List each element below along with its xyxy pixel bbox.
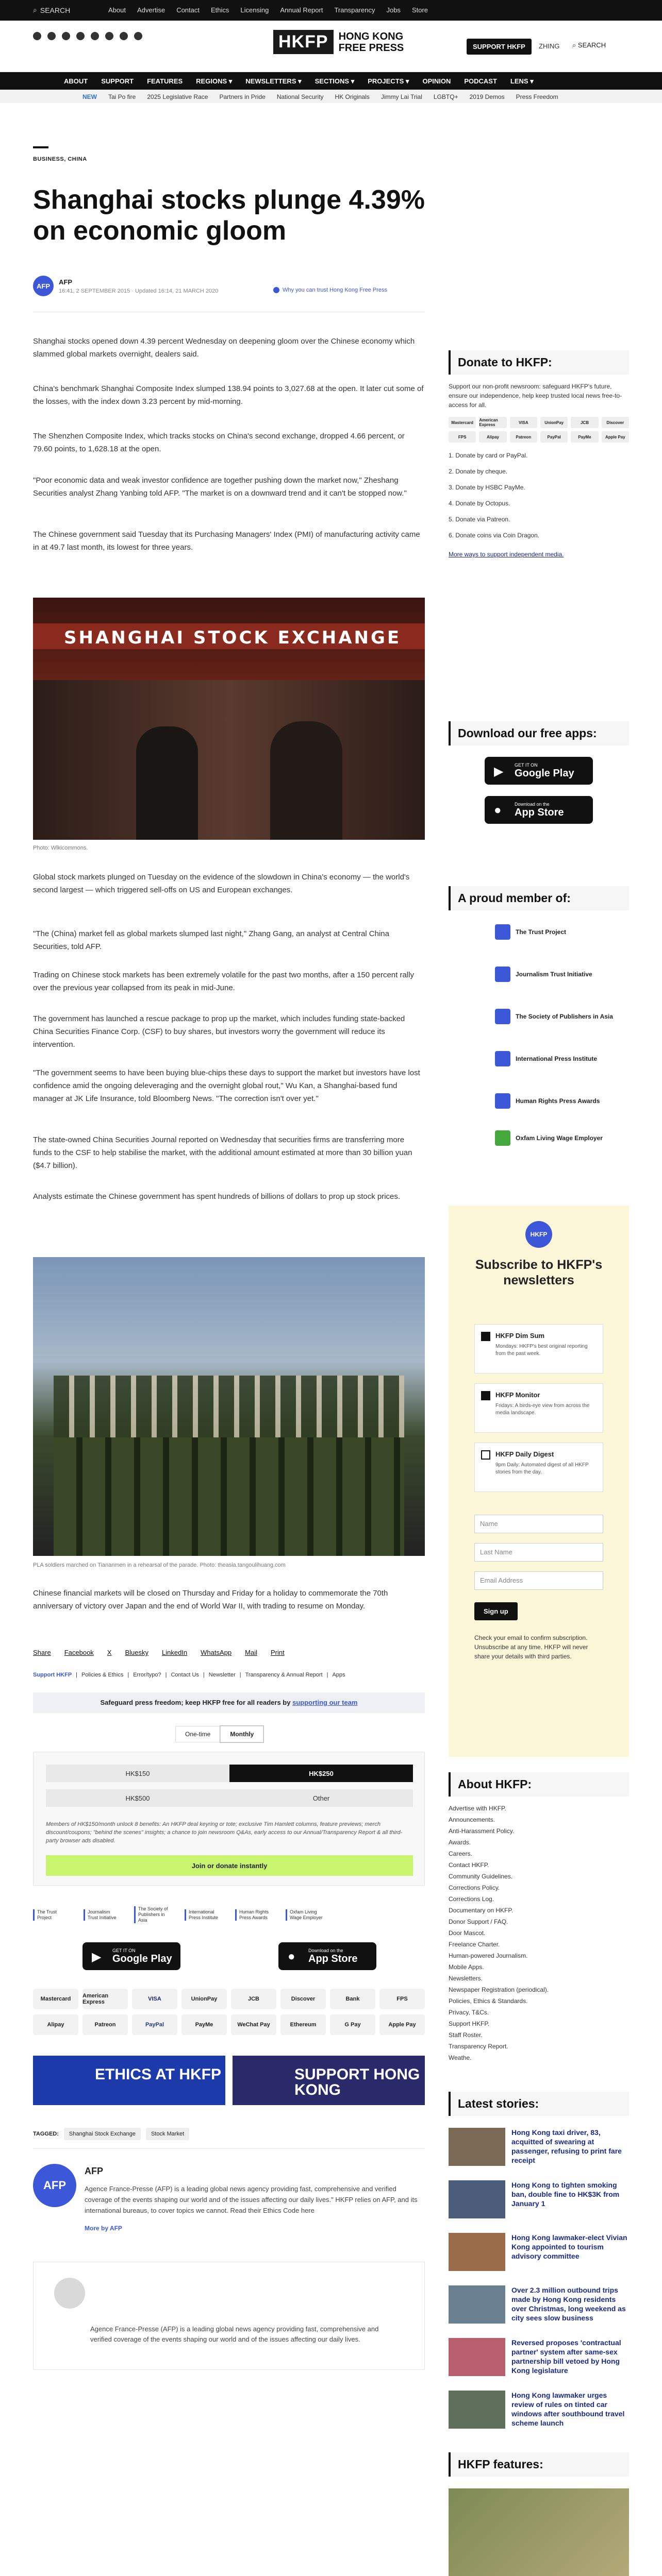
top-link-contact[interactable]: Contact: [176, 6, 200, 14]
sopa-logo[interactable]: The Society of Publishers in Asia: [134, 1906, 171, 1923]
google-play-icon: ▶: [494, 765, 504, 778]
latest-story[interactable]: Reversed proposes 'contractual partner' system after same-sex partnership bill vetoed by Hong Kong legislature: [449, 2338, 629, 2384]
tag-item[interactable]: Shanghai Stock Exchange: [64, 2128, 141, 2140]
checkbox-digest[interactable]: [481, 1450, 490, 1460]
subnav-item[interactable]: Press Freedom: [516, 93, 558, 100]
member-ipi[interactable]: International Press Institute: [495, 1046, 629, 1071]
header-search[interactable]: ⌕ SEARCH: [572, 41, 606, 49]
article-paragraph: The Shenzhen Composite Index, which tracks stocks on China's second exchange, dropped 4.66 percent, or 79.60 points, to 1,628.18 at the open.: [33, 432, 405, 453]
payment-mastercard[interactable]: Mastercard: [33, 1989, 78, 2009]
search-icon: ⌕: [572, 41, 578, 49]
youtube-icon[interactable]: [91, 32, 99, 40]
author-box-bio: Agence France-Presse (AFP) is a leading global news agency providing fast, comprehensive and verified coverage of the events shaping our world and of the issues affecting our daily lives." HKFP relies on AFP, and its international bureaus, to cover topics we cannot. Read their Ethics Code here: [85, 2185, 418, 2214]
nav-newsletters[interactable]: NEWSLETTERS ▾: [245, 77, 302, 85]
checkbox-monitor[interactable]: [481, 1391, 490, 1400]
threads-icon[interactable]: [76, 32, 85, 40]
donate-option[interactable]: 5. Donate via Patreon.: [449, 516, 510, 523]
linkedin-icon[interactable]: [134, 32, 142, 40]
trust-icon: [273, 287, 279, 293]
payment-unionpay[interactable]: UnionPay: [181, 1989, 227, 2009]
top-link-annual-report[interactable]: Annual Report: [280, 6, 323, 14]
article-paragraph: The Chinese government said Tuesday that its Purchasing Managers' Index (PMI) of manufacturing activity came in at 49.7 last month, its lowest for three years.: [33, 530, 420, 552]
about-link[interactable]: Privacy, T&Cs.: [449, 2009, 489, 2016]
member-logos-row: [33, 1906, 425, 1923]
mini-payme: PayMe: [571, 431, 598, 443]
mini-mastercard: Mastercard: [449, 417, 476, 428]
instagram-icon[interactable]: [62, 32, 70, 40]
share-label[interactable]: Share: [33, 1649, 51, 1656]
member-hrpa[interactable]: Human Rights Press Awards: [495, 1089, 629, 1113]
apple-icon: ●: [288, 1950, 295, 1963]
latest-heading-wrap: [449, 2092, 629, 2116]
about-link[interactable]: Weathe.: [449, 2054, 472, 2061]
nav-about[interactable]: ABOUT: [64, 77, 88, 85]
donate-option[interactable]: 1. Donate by card or PayPal.: [449, 452, 528, 459]
article-category[interactable]: BUSINESS, CHINA: [33, 156, 87, 162]
oxfam-logo[interactable]: Oxfam Living Wage Employer: [286, 1909, 323, 1921]
about-link[interactable]: Policies, Ethics & Standards.: [449, 1997, 528, 2005]
apple-icon: ●: [494, 803, 502, 817]
share-whatsapp[interactable]: WhatsApp: [201, 1649, 232, 1656]
newsletter-footnote: Check your email to confirm subscription. Unsubscribe at any time. HKFP will never share your details with third parties.: [474, 1634, 588, 1660]
social-icons: [33, 32, 142, 40]
tagged-label: TAGGED:: [33, 2131, 59, 2137]
sub-nav: [0, 90, 662, 103]
subnav-item[interactable]: National Security: [276, 93, 324, 100]
payment-wechat[interactable]: WeChat Pay: [231, 2014, 276, 2035]
donate-options-list: [449, 448, 629, 544]
top-link-licensing[interactable]: Licensing: [240, 6, 269, 14]
payment-visa[interactable]: VISA: [132, 1989, 177, 2009]
bluesky-icon[interactable]: [120, 32, 128, 40]
sidebar-members: [449, 886, 629, 1150]
sidebar-donate: [449, 350, 629, 559]
join-donate-button[interactable]: Join or donate instantly: [46, 1855, 413, 1876]
sidebar-apps: [449, 721, 629, 824]
tags-row: [33, 2128, 189, 2140]
member-jti[interactable]: Journalism Trust Initiative: [495, 962, 629, 987]
mini-jcb: JCB: [571, 417, 598, 428]
top-link-store[interactable]: Store: [411, 6, 428, 14]
about-link[interactable]: Transparency Report.: [449, 2043, 508, 2050]
payment-gpay[interactable]: G Pay: [330, 2014, 375, 2035]
subnav-item[interactable]: 2025 Legislative Race: [147, 93, 208, 100]
donation-box: [33, 1752, 425, 1886]
subnav-item[interactable]: Jimmy Lai Trial: [380, 93, 422, 100]
top-search-link[interactable]: ⌕ SEARCH: [33, 6, 71, 14]
last-name-input[interactable]: Last Name: [474, 1543, 603, 1562]
payment-jcb[interactable]: JCB: [231, 1989, 276, 2009]
top-link-about[interactable]: About: [108, 6, 126, 14]
payment-methods-grid: [33, 1989, 425, 2035]
search-icon: ⌕: [33, 6, 37, 14]
about-link[interactable]: Corrections Log.: [449, 1895, 494, 1903]
top-link-ethics[interactable]: Ethics: [211, 6, 229, 14]
monthly-tab[interactable]: Monthly: [220, 1726, 263, 1742]
new-badge: NEW: [82, 93, 97, 100]
nav-projects[interactable]: PROJECTS ▾: [368, 77, 409, 85]
nav-sections[interactable]: SECTIONS ▾: [315, 77, 355, 85]
amount-250[interactable]: HK$250: [229, 1765, 413, 1782]
parade-photo: [33, 1257, 425, 1556]
mini-applepay: Apple Pay: [602, 431, 629, 443]
more-by-author-link[interactable]: More by AFP: [85, 2225, 122, 2232]
feature-story[interactable]: [449, 2488, 629, 2576]
share-facebook[interactable]: Facebook: [64, 1649, 94, 1656]
author-card-avatar: [54, 2278, 85, 2309]
newsletter-option-digest[interactable]: HKFP Daily Digest 9pm Daily: Automated digest of all HKFP stories from the day.: [474, 1443, 603, 1492]
author-box-name[interactable]: AFP: [85, 2166, 103, 2176]
latest-thumb[interactable]: [449, 2180, 505, 2218]
author-box-avatar[interactable]: AFP: [33, 2164, 76, 2207]
top-link-jobs[interactable]: Jobs: [386, 6, 401, 14]
about-link[interactable]: Newspaper Registration (periodical).: [449, 1986, 549, 1993]
mini-fps: FPS: [449, 431, 476, 443]
policy-apps[interactable]: Apps: [332, 1672, 345, 1678]
latest-thumb[interactable]: [449, 2338, 505, 2376]
latest-story[interactable]: Hong Kong to tighten smoking ban, double fine to HK$3K from January 1: [449, 2180, 629, 2227]
tag-item[interactable]: Stock Market: [146, 2128, 189, 2140]
subnav-item[interactable]: Tai Po fire: [108, 93, 136, 100]
donate-option[interactable]: 3. Donate by HSBC PayMe.: [449, 484, 525, 491]
top-link-advertise[interactable]: Advertise: [137, 6, 166, 14]
article-paragraph: "The (China) market fell as global markets slumped last night," Zhang Gang, an analyst at Central China Securities, told AFP.: [33, 929, 389, 951]
policy-error[interactable]: Error/typo?: [133, 1672, 161, 1678]
latest-story[interactable]: Hong Kong lawmaker-elect Vivian Kong appointed to tourism advisory committee: [449, 2233, 629, 2279]
member-oxfam[interactable]: Oxfam Living Wage Employer: [495, 1126, 629, 1150]
donate-heading: Donate to HKFP:: [449, 350, 629, 375]
subnav-item[interactable]: 2019 Demos: [469, 93, 505, 100]
member-sopa[interactable]: The Society of Publishers in Asia: [495, 1004, 629, 1029]
about-link[interactable]: Community Guidelines.: [449, 1873, 513, 1880]
features-heading: HKFP features:: [449, 2452, 629, 2477]
member-trust-project[interactable]: The Trust Project: [495, 920, 629, 944]
latest-thumb[interactable]: [449, 2233, 505, 2271]
article-paragraph: "The government seems to have been buying blue-chips these days to support the market but investors have lost confidence amid the ongoing deleveraging and the overnight global rout," Wu Kan, a Shanghai-based fund manager at JK Life Insurance, told Bloomberg News. "The correction isn't over yet.": [33, 1069, 420, 1103]
donate-option[interactable]: 4. Donate by Octopus.: [449, 500, 510, 507]
about-link[interactable]: Support HKFP.: [449, 2020, 490, 2027]
latest-story[interactable]: Over 2.3 million outbound trips made by Hong Kong residents over Christmas, long weekend as city sees slow business: [449, 2285, 629, 2332]
about-link[interactable]: Contact HKFP.: [449, 1861, 489, 1869]
policy-ethics[interactable]: Policies & Ethics: [81, 1672, 124, 1678]
hrpa-logo[interactable]: Human Rights Press Awards: [235, 1909, 272, 1921]
newsletter-logo: HKFP: [525, 1221, 552, 1248]
article-paragraph: Trading on Chinese stock markets has been extremely volatile for the past two months, after a 150 percent rally over the previous year collapsed from its peak in mid-June.: [33, 971, 414, 992]
safeguard-banner: Safeguard press freedom; keep HKFP free for all readers by supporting our team: [33, 1692, 425, 1713]
subnav-item[interactable]: Partners in Pride: [219, 93, 266, 100]
latest-thumb[interactable]: [449, 2391, 505, 2429]
payment-alipay[interactable]: Alipay: [33, 2014, 78, 2035]
support-hk-banner[interactable]: SUPPORT HONG KONG: [233, 2056, 425, 2105]
trust-project-icon: [495, 924, 510, 940]
mini-unionpay: UnionPay: [540, 417, 568, 428]
top-bar: [0, 0, 662, 21]
mini-amex: American Express: [479, 417, 506, 428]
sidebar-about: [449, 1772, 629, 2063]
checkbox-dimsum[interactable]: [481, 1332, 490, 1341]
newsletter-signup: [449, 1206, 629, 1757]
about-link[interactable]: Donor Support / FAQ.: [449, 1918, 508, 1925]
author-card: [33, 2262, 425, 2370]
policy-transparency[interactable]: Transparency & Annual Report: [245, 1672, 323, 1678]
newsletter-option-monitor[interactable]: HKFP Monitor Fridays: A birds-eye view from across the media landscape.: [474, 1383, 603, 1433]
amount-150[interactable]: HK$150: [46, 1765, 229, 1782]
article-paragraph: Shanghai stocks opened down 4.39 percent Wednesday on deepening gloom over the Chinese economy which slammed global markets overnight, dealers said.: [33, 337, 415, 359]
latest-story[interactable]: Hong Kong lawmaker urges review of rules on tinted car windows after southbound travel scheme launch: [449, 2391, 629, 2437]
stock-exchange-photo: [33, 598, 425, 840]
about-link[interactable]: Staff Roster.: [449, 2031, 483, 2039]
member-heading: A proud member of:: [449, 886, 629, 910]
about-link[interactable]: Freelance Charter.: [449, 1941, 500, 1948]
mini-patreon: Patreon: [510, 431, 537, 443]
nav-lens[interactable]: LENS ▾: [510, 77, 534, 85]
trust-link[interactable]: Why you can trust Hong Kong Free Press: [273, 287, 387, 293]
one-time-tab[interactable]: One-time: [175, 1726, 220, 1742]
ipi-icon: [495, 1051, 510, 1066]
publish-date: 16:41, 2 SEPTEMBER 2015 · Updated 16:14, 21 MARCH 2020: [59, 287, 219, 294]
share-bluesky[interactable]: Bluesky: [125, 1649, 148, 1656]
about-link[interactable]: Anti-Harassment Policy.: [449, 1827, 515, 1835]
about-heading: About HKFP:: [449, 1772, 629, 1797]
share-x[interactable]: X: [107, 1649, 112, 1656]
latest-heading: Latest stories:: [449, 2092, 629, 2116]
oxfam-icon: [495, 1130, 510, 1146]
latest-story[interactable]: Hong Kong taxi driver, 83, acquitted of swearing at passenger, refusing to print fare receipt: [449, 2128, 629, 2174]
share-mail[interactable]: Mail: [245, 1649, 257, 1656]
top-links: [108, 6, 428, 14]
feature-image[interactable]: [449, 2488, 629, 2576]
app-store-badge[interactable]: ● Download on the App Store: [278, 1942, 376, 1970]
about-list: [449, 1803, 629, 2063]
jti-icon: [495, 967, 510, 982]
language-switch[interactable]: ZHING: [539, 42, 560, 50]
policy-links: Support HKFP | Policies & Ethics | Error/typo? | Contact Us | Newsletter | Transparency & Annual Report | Apps: [33, 1672, 345, 1678]
payment-patreon[interactable]: Patreon: [82, 2014, 128, 2035]
article-title: Shanghai stocks plunge 4.39% on economic gloom: [33, 185, 425, 246]
x-icon[interactable]: [47, 32, 56, 40]
payment-applepay[interactable]: Apple Pay: [379, 2014, 425, 2035]
article-paragraph: Global stock markets plunged on Tuesday on the evidence of the slowdown in China's economy — the world's second largest — which triggered sell-offs on US and European exchanges.: [33, 873, 410, 894]
payment-bank[interactable]: Bank: [330, 1989, 375, 2009]
photo-caption: PLA soldiers marched on Tiananmen in a rehearsal of the parade. Photo: theasia.tangoulihuang.com: [33, 1562, 286, 1568]
policy-contact[interactable]: Contact Us: [171, 1672, 199, 1678]
support-team-link[interactable]: supporting our team: [292, 1699, 358, 1706]
top-link-transparency[interactable]: Transparency: [334, 6, 375, 14]
subnav-item[interactable]: HK Originals: [335, 93, 370, 100]
support-hkfp-button[interactable]: SUPPORT HKFP: [467, 39, 532, 55]
subnav-item[interactable]: LGBTQ+: [433, 93, 458, 100]
about-link[interactable]: Careers.: [449, 1850, 473, 1857]
features-heading-wrap: [449, 2452, 629, 2477]
sidebar-app-store[interactable]: ● Download on the App Store: [485, 796, 629, 824]
payment-fps[interactable]: FPS: [379, 1989, 425, 2009]
ipi-logo[interactable]: International Press Institute: [185, 1909, 222, 1921]
tags-divider: [33, 2148, 425, 2149]
author-name[interactable]: AFP: [59, 278, 72, 286]
member-benefits-note: Members of HK$150/month unlock 8 benefits: An HKFP deal keyring or tote; exclusive Tim Hamlett columns, feature previews; merch discount/coupons; "behind the scenes" insights; a chance to join newsroom Q&As, early access to our Annual/Transparency Report & all third-party browser ads disabled.: [46, 1821, 403, 1844]
payment-payme[interactable]: PayMe: [181, 2014, 227, 2035]
sign-up-button[interactable]: Sign up: [474, 1602, 518, 1620]
article-paragraph: The state-owned China Securities Journal reported on Wednesday that securities firms are transferring more funds to the CSF to help stabilise the market, with the additional amount estimated at more than 30 billion yuan ($4.7 billion).: [33, 1136, 412, 1170]
google-play-badge[interactable]: ▶ GET IT ON Google Play: [82, 1942, 180, 1970]
apps-heading: Download our free apps:: [449, 721, 629, 745]
policy-newsletter[interactable]: Newsletter: [208, 1672, 236, 1678]
hrpa-icon: [495, 1093, 510, 1109]
mini-discover: Discover: [602, 417, 629, 428]
google-play-icon: ▶: [92, 1950, 102, 1964]
payment-discover[interactable]: Discover: [280, 1989, 326, 2009]
article-paragraph: "Poor economic data and weak investor confidence are together pushing down the market now," Zheshang Securities analyst Zhang Yanbing told AFP. "The market is on a downward trend and it can't be stopped now.": [33, 476, 407, 498]
article-paragraph: The government has launched a rescue package to prop up the market, which includes funding state-backed China Securities Finance Corp. (CSF) to buy shares, but investors worry the government will reduce its intervention.: [33, 1014, 405, 1049]
about-link[interactable]: Mobile Apps.: [449, 1963, 484, 1971]
sidebar-google-play[interactable]: ▶ GET IT ON Google Play: [485, 757, 629, 785]
photo-caption: Photo: Wikicommons.: [33, 845, 88, 851]
mini-visa: VISA: [510, 417, 537, 428]
about-link[interactable]: Door Mascot.: [449, 1929, 486, 1937]
byline: [33, 276, 218, 296]
facebook-icon[interactable]: [33, 32, 41, 40]
trust-project-logo[interactable]: The Trust Project: [33, 1909, 70, 1921]
donate-option[interactable]: 6. Donate coins via Coin Dragon.: [449, 532, 540, 539]
donate-text: Support our non-profit newsroom: safeguard HKFP's future, ensure our independence, help keep trusted local news free-to-access for all.: [449, 383, 622, 409]
article-paragraph: Chinese financial markets will be closed on Thursday and Friday for a holiday to commemorate the 70th anniversary of victory over Japan and the end of World War II, with trading to resume on Monday.: [33, 1589, 388, 1611]
about-link[interactable]: Corrections Policy.: [449, 1884, 500, 1891]
site-logo[interactable]: [273, 30, 404, 54]
share-linkedin[interactable]: LinkedIn: [162, 1649, 188, 1656]
latest-thumb[interactable]: [449, 2128, 505, 2166]
jti-logo[interactable]: Journalism Trust Initiative: [84, 1909, 121, 1921]
article-paragraph: China's benchmark Shanghai Composite Index slumped 138.94 points to 3,027.68 at the open. It later cut some of the losses, with the index down 3.23 percent by mid-morning.: [33, 384, 424, 406]
mini-alipay: Alipay: [479, 431, 506, 443]
mini-paypal: PayPal: [540, 431, 568, 443]
about-link[interactable]: Newsletters.: [449, 1975, 483, 1982]
photo-sign-text: SHANGHAI STOCK EXCHANGE: [64, 628, 402, 648]
author-card-text: Agence France-Presse (AFP) is a leading global news agency providing fast, comprehensive and verified coverage of the events shaping our world and of the issues affecting our daily lives.: [90, 2325, 379, 2343]
title-divider: [33, 146, 48, 148]
logo-text: HONG KONG FREE PRESS: [338, 30, 404, 54]
share-row: [33, 1649, 285, 1656]
newsletter-title: Subscribe to HKFP's newsletters: [475, 1258, 603, 1287]
name-input[interactable]: Name: [474, 1515, 603, 1533]
nav-features[interactable]: FEATURES: [147, 77, 183, 85]
sopa-icon: [495, 1009, 510, 1024]
ethics-banner[interactable]: ETHICS AT HKFP: [33, 2056, 225, 2105]
about-link[interactable]: Awards.: [449, 1839, 471, 1846]
telegram-icon[interactable]: [105, 32, 113, 40]
donate-payment-icons: [449, 417, 629, 443]
nav-support[interactable]: SUPPORT: [101, 77, 134, 85]
payment-ethereum[interactable]: Ethereum: [280, 2014, 326, 2035]
about-link[interactable]: Human-powered Journalism.: [449, 1952, 528, 1959]
about-link[interactable]: Advertise with HKFP.: [449, 1805, 506, 1812]
newsletter-option-dimsum[interactable]: HKFP Dim Sum Mondays: HKFP's best original reporting from the past week.: [474, 1324, 603, 1374]
payment-paypal[interactable]: PayPal: [132, 2014, 177, 2035]
logo-mark: HKFP: [273, 30, 334, 54]
main-nav: [0, 72, 662, 90]
site-header: [0, 21, 662, 72]
payment-amex[interactable]: American Express: [82, 1989, 128, 2009]
more-ways-link[interactable]: More ways to support independent media.: [449, 551, 564, 558]
policy-support[interactable]: Support HKFP: [33, 1672, 72, 1678]
share-print[interactable]: Print: [270, 1649, 285, 1656]
email-input[interactable]: Email Address: [474, 1571, 603, 1590]
amount-500[interactable]: HK$500: [46, 1789, 229, 1807]
app-badges: [82, 1942, 376, 1970]
donate-option[interactable]: 2. Donate by cheque.: [449, 468, 508, 475]
donation-frequency-toggle: [175, 1726, 263, 1742]
nav-regions[interactable]: REGIONS ▾: [196, 77, 233, 85]
about-link[interactable]: Announcements.: [449, 1816, 495, 1823]
article-paragraph: Analysts estimate the Chinese government has spent hundreds of billions of dollars to prop up stock prices.: [33, 1192, 401, 1201]
latest-thumb[interactable]: [449, 2285, 505, 2324]
nav-opinion[interactable]: OPINION: [422, 77, 451, 85]
amount-other[interactable]: Other: [229, 1789, 413, 1807]
about-link[interactable]: Documentary on HKFP.: [449, 1907, 514, 1914]
author-avatar[interactable]: AFP: [33, 276, 54, 296]
nav-podcast[interactable]: PODCAST: [464, 77, 497, 85]
